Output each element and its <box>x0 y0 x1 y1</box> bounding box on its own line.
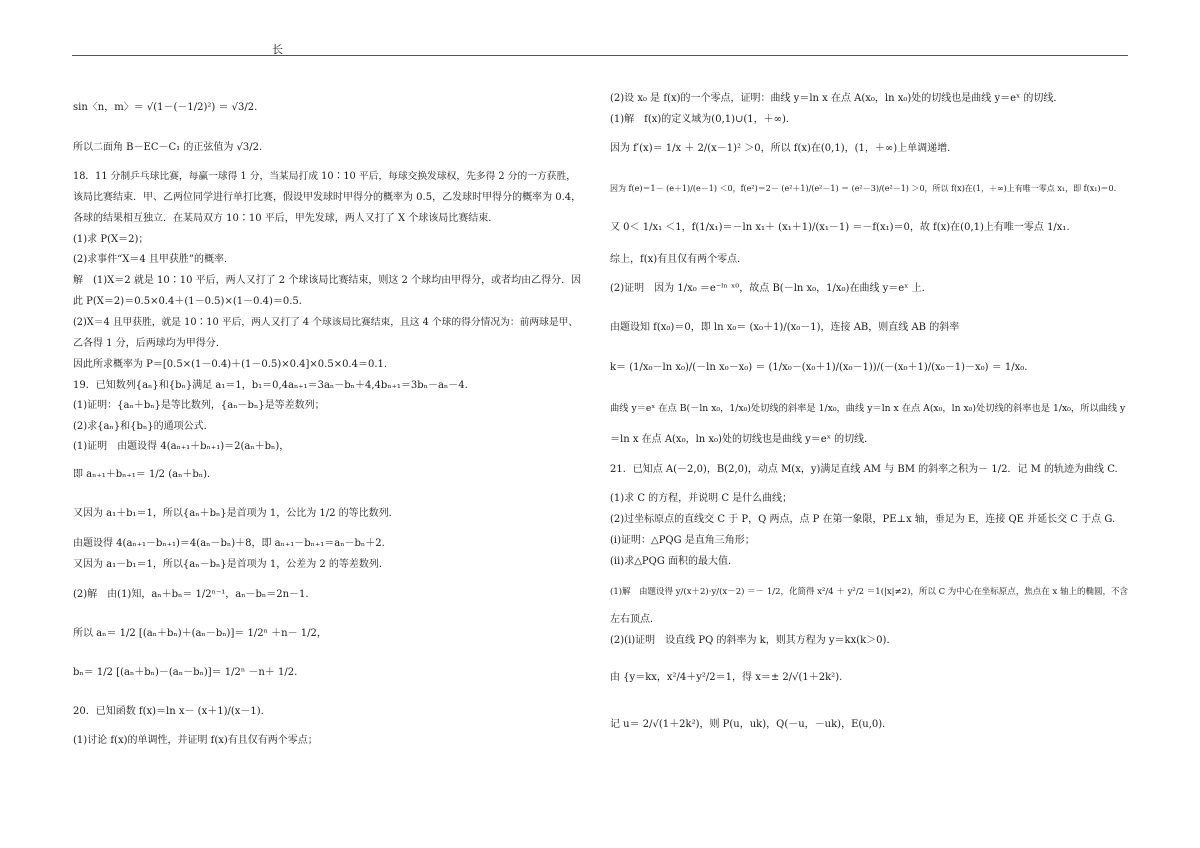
text-line: (2)证明 因为 1/x₀ ＝e⁻ˡⁿ ˣ⁰，故点 B(－ln x₀，1/x₀)在曲线 y＝eˣ 上． <box>610 283 932 294</box>
text-line: 此 P(X＝2)＝0.5×0.4＋(1－0.5)×(1－0.4)＝0.5. <box>73 296 302 307</box>
text-line: k＝ (1/x₀－ln x₀)/(－ln x₀－x₀) ＝ (1/x₀－(x₀＋1)/(x₀－1))/(－(x₀＋1)/(x₀－1)－x₀) ＝ 1/x₀. <box>610 362 1028 373</box>
text-line: (2)求{aₙ}和{bₙ}的通项公式． <box>73 421 214 432</box>
text-line: (1)讨论 f(x)的单调性，并证明 f(x)有且仅有两个零点； <box>73 735 318 746</box>
text-line: (1)证明：{aₙ＋bₙ}是等比数列，{aₙ－bₙ}是等差数列； <box>73 400 325 411</box>
text-line: 该局比赛结束．甲、乙两位同学进行单打比赛，假设甲发球时甲得分的概率为 0.5，乙发球时甲得分的概率为 0.4， <box>73 192 582 203</box>
text-line: bₙ＝ 1/2 [(aₙ＋bₙ)－(aₙ－bₙ)]＝ 1/2ⁿ －n＋ 1/2. <box>73 667 298 678</box>
text-line: 曲线 y＝eˣ 在点 B(－ln x₀，1/x₀)处切线的斜率是 1/x₀，曲线 y＝ln x 在点 A(x₀，ln x₀)处切线的斜率也是 1/x₀，所以曲线 y <box>610 403 1126 414</box>
text-line: sin〈n，m〉＝ √(1－(－1/2)²) ＝ √3/2. <box>73 102 258 113</box>
text-line: 所以 aₙ＝ 1/2 [(aₙ＋bₙ)＋(aₙ－bₙ)]＝ 1/2ⁿ ＋n－ 1/2， <box>73 628 327 639</box>
text-line: ＝ln x 在点 A(x₀，ln x₀)处的切线也是曲线 y＝eˣ 的切线． <box>610 434 875 445</box>
text-line: 各球的结果相互独立．在某局双方 10∶10 平后，甲先发球，两人又打了 X 个球该局比赛结束． <box>73 213 499 224</box>
text-line: 所以二面角 B－EC－C₁ 的正弦值为 √3/2. <box>73 142 263 153</box>
text-line: (2)过坐标原点的直线交 C 于 P，Q 两点，点 P 在第一象限，PE⊥x 轴，垂足为 E，连接 QE 并延长交 C 于点 G. <box>610 514 1116 525</box>
text-line: (2)求事件“X＝4 且甲获胜”的概率． <box>73 254 235 265</box>
text-line: 乙各得 1 分，后两球均为甲得分． <box>73 338 226 349</box>
text-line: 左右顶点． <box>610 614 660 625</box>
text-line: 综上，f(x)有且仅有两个零点． <box>610 254 748 265</box>
text-line: 又因为 a₁－b₁＝1，所以{aₙ－bₙ}是首项为 1，公差为 2 的等差数列． <box>73 559 389 570</box>
page-header-mark: 长 <box>272 43 283 56</box>
text-line: (1)求 C 的方程，并说明 C 是什么曲线； <box>610 493 793 504</box>
text-line: 18．11 分制乒乓球比赛，每赢一球得 1 分，当某局打成 10∶10 平后，每球交换发球权，先多得 2 分的一方获胜， <box>73 171 576 182</box>
text-line: (1)解 由题设得 y/(x＋2)·y/(x－2) ＝－ 1/2，化简得 x²/4 ＋ y²/2 ＝1(|x|≠2)，所以 C 为中心在坐标原点，焦点在 x 轴上的椭圆，不含 <box>610 587 1128 597</box>
text-line: 19．已知数列{aₙ}和{bₙ}满足 a₁＝1，b₁＝0,4aₙ₊₁＝3aₙ－bₙ＋4,4bₙ₊₁＝3bₙ－aₙ－4. <box>73 380 468 391</box>
text-line: 由题设得 4(aₙ₊₁－bₙ₊₁)＝4(aₙ－bₙ)＋8，即 aₙ₊₁－bₙ₊₁＝aₙ－bₙ＋2. <box>73 538 385 549</box>
text-line: (2)设 x₀ 是 f(x)的一个零点，证明：曲线 y＝ln x 在点 A(x₀，ln x₀)处的切线也是曲线 y＝eˣ 的切线． <box>610 93 1064 104</box>
text-line: 由题设知 f(x₀)＝0，即 ln x₀＝ (x₀＋1)/(x₀－1)，连接 AB，则直线 AB 的斜率 <box>610 322 960 333</box>
text-line: (2)解 由(1)知，aₙ＋bₙ＝ 1/2ⁿ⁻¹，aₙ－bₙ＝2n－1. <box>73 589 309 600</box>
text-line: 因此所求概率为 P＝[0.5×(1－0.4)＋(1－0.5)×0.4]×0.5×0.4＝0.1. <box>73 359 388 370</box>
text-line: 因为 f′(x)＝ 1/x ＋ 2/(x－1)² ＞0，所以 f(x)在(0,1)，(1，＋∞)上单调递增． <box>610 143 958 154</box>
text-line: 20．已知函数 f(x)＝ln x－ (x＋1)/(x－1). <box>73 706 264 717</box>
text-line: 因为 f(e)＝1－ (e＋1)/(e－1) ＜0，f(e²)＝2－ (e²＋1)/(e²－1) ＝ (e²－3)/(e²－1) ＞0，所以 f(x)在(1，＋∞)上有唯一零点 x₁，即 f(x₁)＝0. <box>610 184 1117 193</box>
text-line: (1)证明 由题设得 4(aₙ₊₁＋bₙ₊₁)＝2(aₙ＋bₙ)， <box>73 441 290 452</box>
header-rule <box>72 55 1128 56</box>
text-line: 又 0＜ 1/x₁ ＜1，f(1/x₁)＝－ln x₁＋ (x₁＋1)/(x₁－1) ＝－f(x₁)＝0，故 f(x)在(0,1)上有唯一零点 1/x₁. <box>610 222 1070 233</box>
text-line: (1)求 P(X＝2)； <box>73 234 149 245</box>
text-line: (ⅰ)证明：△PQG 是直角三角形； <box>610 535 755 546</box>
text-line: 即 aₙ₊₁＋bₙ₊₁＝ 1/2 (aₙ＋bₙ)． <box>73 469 218 480</box>
text-line: (2)X＝4 且甲获胜，就是 10∶10 平后，两人又打了 4 个球该局比赛结束，且这 4 个球的得分情况为：前两球是甲、 <box>73 317 579 328</box>
text-line: (1)解 f(x)的定义域为(0,1)∪(1，＋∞)． <box>610 114 796 125</box>
text-line: 又因为 a₁＋b₁＝1，所以{aₙ＋bₙ}是首项为 1，公比为 1/2 的等比数列． <box>73 508 399 519</box>
text-line: 21．已知点 A(－2,0)，B(2,0)，动点 M(x，y)满足直线 AM 与 BM 的斜率之积为－ 1/2．记 M 的轨迹为曲线 C. <box>610 464 1118 475</box>
text-line: 解 (1)X＝2 就是 10∶10 平后，两人又打了 2 个球该局比赛结束，则这 2 个球均由甲得分，或者均由乙得分．因 <box>73 275 582 286</box>
text-line: 由 {y＝kx，x²/4＋y²/2＝1，得 x＝± 2/√(1＋2k²). <box>610 672 843 683</box>
text-line: 记 u＝ 2/√(1＋2k²)，则 P(u，uk)，Q(－u，－uk)，E(u,0)． <box>610 719 893 730</box>
text-line: (ⅱ)求△PQG 面积的最大值． <box>610 556 738 567</box>
text-line: (2)(ⅰ)证明 设直线 PQ 的斜率为 k，则其方程为 y＝kx(k＞0)． <box>610 635 897 646</box>
